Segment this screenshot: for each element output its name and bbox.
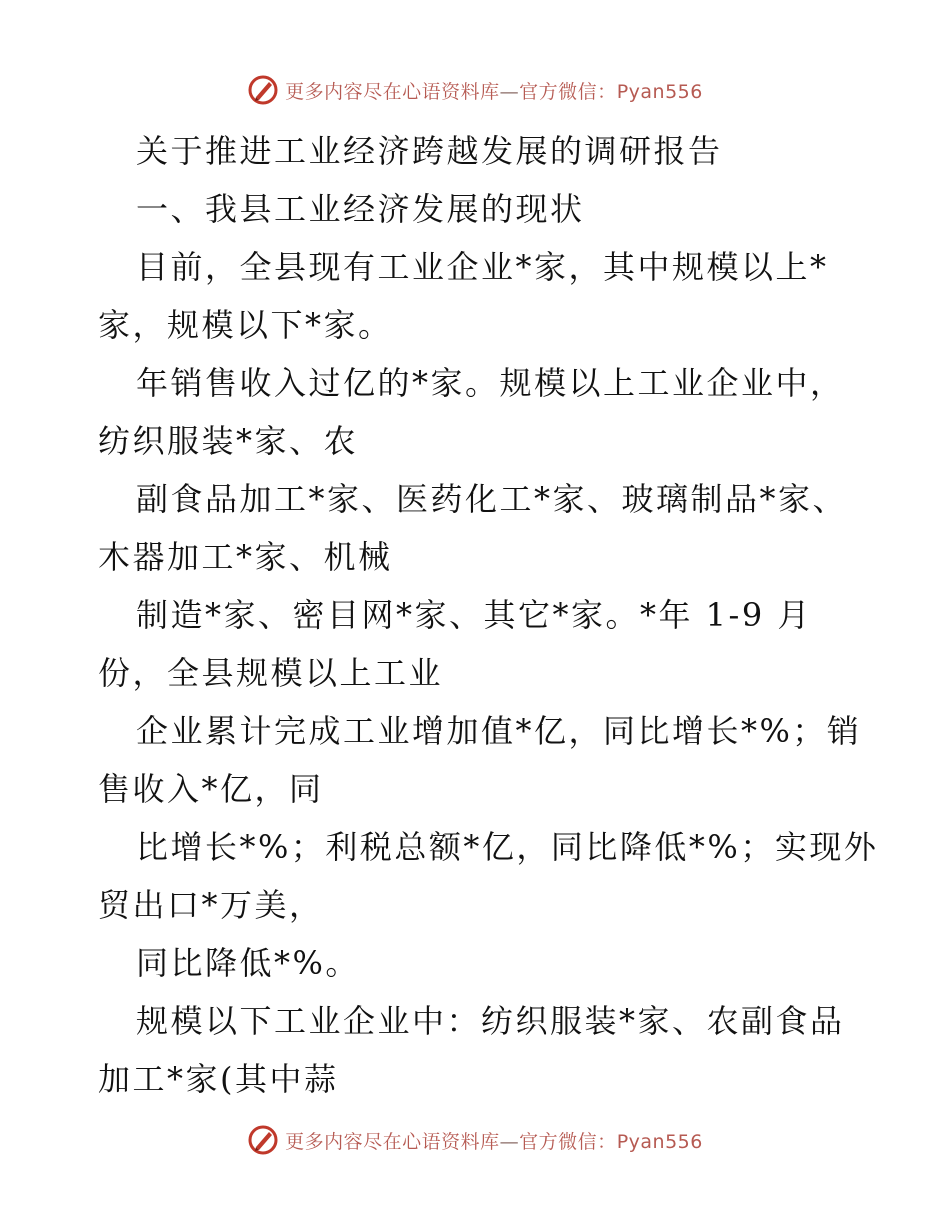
paragraph-line: 目前，全县现有工业企业*家，其中规模以上* xyxy=(136,248,829,286)
paragraph-line: 副食品加工*家、医药化工*家、玻璃制品*家、 xyxy=(136,480,848,518)
document-title: 关于推进工业经济跨越发展的调研报告 xyxy=(136,132,723,170)
paragraph-line: 加工*家(其中蒜 xyxy=(98,1060,339,1098)
paragraph-line: 贸出口*万美， xyxy=(98,886,324,924)
paragraph-line: 制造*家、密目网*家、其它*家。*年 1-9 月 xyxy=(136,596,812,634)
paragraph-line: 木器加工*家、机械 xyxy=(98,538,393,576)
paragraph-line: 企业累计完成工业增加值*亿，同比增长*%；销 xyxy=(136,712,862,750)
banner-suffix: 官方微信： xyxy=(519,1130,617,1153)
header-banner-text xyxy=(285,77,703,104)
footer-banner-inner xyxy=(247,1124,703,1156)
banner-prefix: 更多内容尽在心语资料库 xyxy=(285,80,500,103)
paragraph-line: 家，规模以下*家。 xyxy=(98,306,393,344)
footer-banner xyxy=(0,1120,950,1160)
banner-wechat-id: Pyan556 xyxy=(616,1130,703,1153)
header-banner xyxy=(0,70,950,110)
banner-separator: — xyxy=(499,80,520,103)
paragraph-line: 纺织服装*家、农 xyxy=(98,422,359,460)
paragraph-line: 年销售收入过亿的*家。规模以上工业企业中， xyxy=(136,364,845,402)
paragraph-line: 售收入*亿，同 xyxy=(98,770,324,808)
pen-logo-icon xyxy=(247,74,279,106)
banner-suffix: 官方微信： xyxy=(519,80,617,103)
paragraph-line: 规模以下工业企业中：纺织服装*家、农副食品 xyxy=(136,1002,845,1040)
paragraph-line: 份，全县规模以上工业 xyxy=(98,654,444,692)
banner-wechat-id: Pyan556 xyxy=(616,80,703,103)
footer-banner-text xyxy=(285,1127,703,1154)
section-heading: 一、我县工业经济发展的现状 xyxy=(136,190,585,228)
paragraph-line: 同比降低*%。 xyxy=(136,944,360,982)
pen-logo-icon xyxy=(247,1124,279,1156)
paragraph-line: 比增长*%；利税总额*亿，同比降低*%；实现外 xyxy=(136,828,879,866)
banner-separator: — xyxy=(499,1130,520,1153)
header-banner-inner xyxy=(247,74,703,106)
banner-prefix: 更多内容尽在心语资料库 xyxy=(285,1130,500,1153)
document-body xyxy=(98,122,879,1108)
